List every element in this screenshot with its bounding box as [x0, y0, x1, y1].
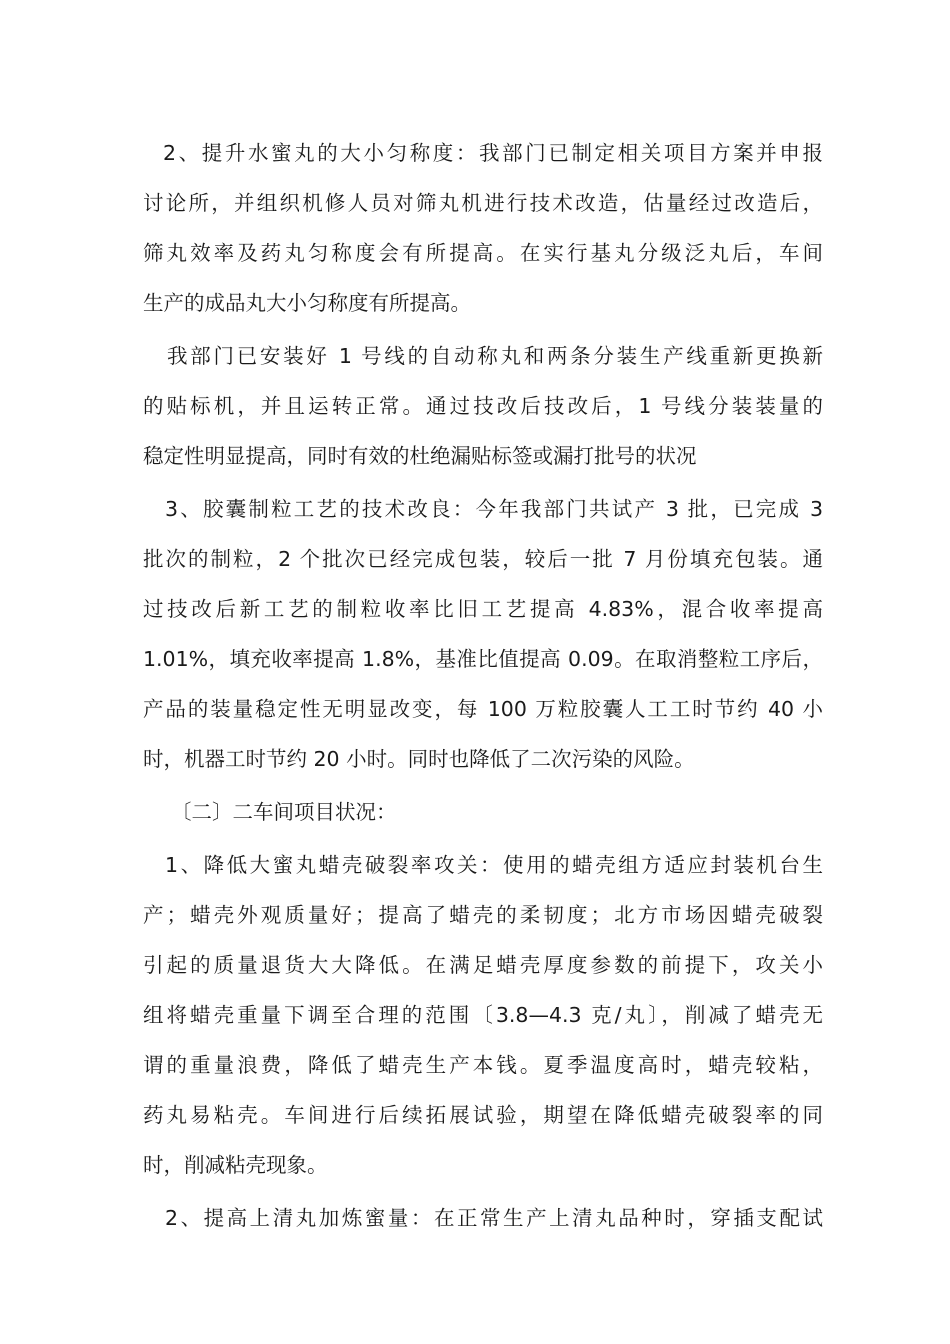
- text-line: 产品的装量稳定性无明显改变，每 100 万粒胶囊人工工时节约 40 小: [143, 697, 823, 721]
- paragraph-pill-uniformity: [143, 128, 823, 328]
- text-line: 过技改后新工艺的制粒收率比旧工艺提高 4.83%，混合收率提高: [143, 597, 823, 621]
- section-heading-workshop-two: [143, 787, 823, 837]
- document-body: [143, 128, 823, 1246]
- section-heading: 〔二〕二车间项目状况：: [171, 800, 397, 824]
- text-line: 3、胶囊制粒工艺的技术改良：今年我部门共试产 3 批，已完成 3: [165, 497, 823, 521]
- text-line: 我部门已安装好 1 号线的自动称丸和两条分装生产线重新更换新: [167, 344, 823, 368]
- text-line: 的贴标机，并且运转正常。通过技改后技改后，1 号线分装装量的: [143, 394, 823, 418]
- text-line: 产；蜡壳外观质量好；提高了蜡壳的柔韧度；北方市场因蜡壳破裂: [143, 903, 823, 927]
- paragraph-wax-shell: [143, 840, 823, 1190]
- text-line: 组将蜡壳重量下调至合理的范围〔3.8—4.3 克/丸〕，削减了蜡壳无: [143, 1003, 823, 1027]
- text-line: 1.01%，填充收率提高 1.8%，基准比值提高 0.09。在取消整粒工序后，: [143, 647, 823, 671]
- text-line: 1、降低大蜜丸蜡壳破裂率攻关：使用的蜡壳组方适应封装机台生: [165, 853, 823, 877]
- text-line: 筛丸效率及药丸匀称度会有所提高。在实行基丸分级泛丸后，车间: [143, 241, 823, 265]
- paragraph-labeling-line: [143, 331, 823, 481]
- text-line: 2、提升水蜜丸的大小匀称度：我部门已制定相关项目方案并申报: [163, 141, 823, 165]
- text-line: 批次的制粒，2 个批次已经完成包装，较后一批 7 月份填充包装。通: [143, 547, 823, 571]
- text-line: 讨论所，并组织机修人员对筛丸机进行技术改造，估量经过改造后，: [143, 191, 823, 215]
- text-line: 稳定性明显提高，同时有效的杜绝漏贴标签或漏打批号的状况: [143, 444, 697, 468]
- paragraph-capsule-granulation: [143, 484, 823, 784]
- text-line: 引起的质量退货大大降低。在满足蜡壳厚度参数的前提下，攻关小: [143, 953, 823, 977]
- text-line: 2、提高上清丸加炼蜜量：在正常生产上清丸品种时，穿插支配试: [165, 1206, 823, 1230]
- text-line: 生产的成品丸大小匀称度有所提高。: [143, 291, 471, 315]
- text-line: 时，机器工时节约 20 小时。同时也降低了二次污染的风险。: [143, 747, 695, 771]
- text-line: 谓的重量浪费，降低了蜡壳生产本钱。夏季温度高时，蜡壳较粘，: [143, 1053, 823, 1077]
- text-line: 药丸易粘壳。车间进行后续拓展试验，期望在降低蜡壳破裂率的同: [143, 1103, 823, 1127]
- paragraph-honey-increase: [143, 1193, 823, 1243]
- text-line: 时，削减粘壳现象。: [143, 1153, 328, 1177]
